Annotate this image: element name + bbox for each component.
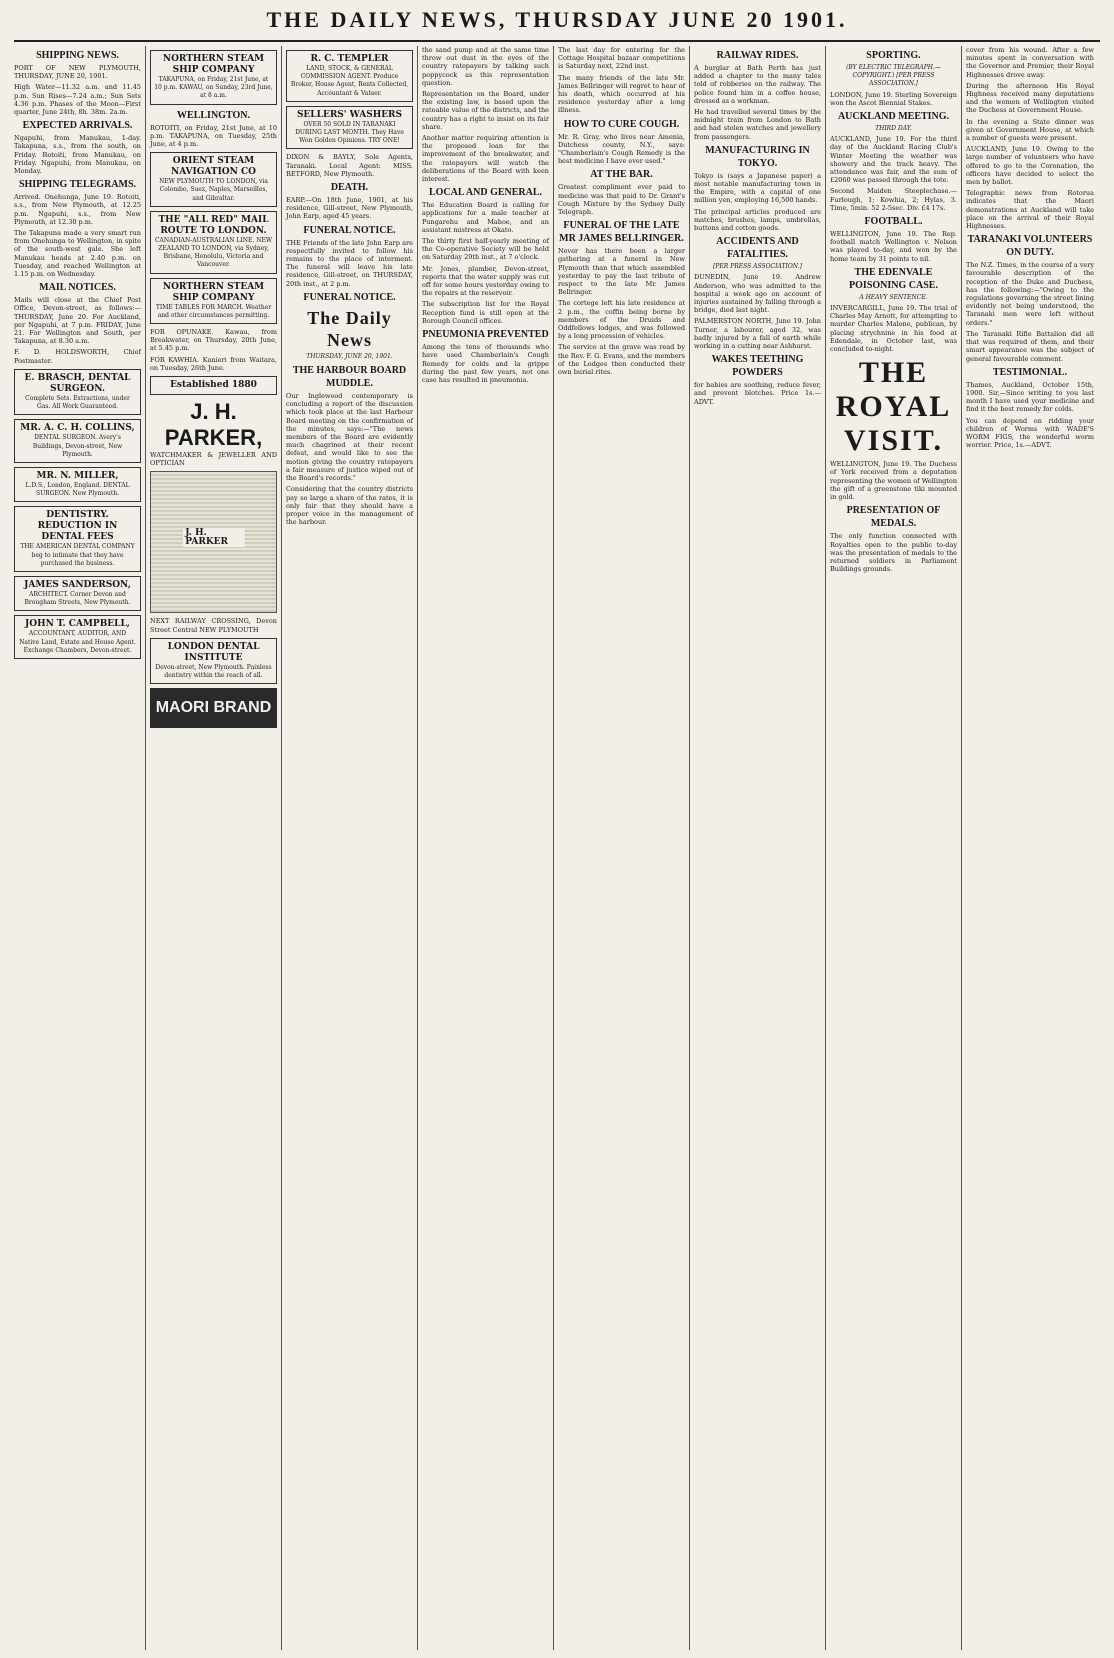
- section-heading: THE ROYAL VISIT.: [835, 356, 952, 458]
- article-paragraph: In the evening a State dinner was given at Government House, at which a number of guests were present.: [966, 117, 1094, 143]
- column-7: [826, 46, 962, 1650]
- section-heading: SHIPPING NEWS.: [36, 50, 119, 61]
- article-paragraph: PORT OF NEW PLYMOUTH, THURSDAY, JUNE 20, 1901.: [14, 64, 141, 81]
- column-5: [554, 46, 690, 1650]
- article-paragraph: Greatest compliment ever paid to medicine was that paid to Dr. Grant's Cough Mixture by the Sydney Daily Telegraph.: [558, 183, 685, 217]
- advertisement-title: JOHN T. CAMPBELL,: [25, 619, 130, 630]
- advertisement-body: THE AMERICAN DENTAL COMPANY beg to intimate that they have purchased the business.: [20, 543, 135, 567]
- section-heading: THE HARBOUR BOARD MUDDLE.: [292, 365, 407, 390]
- advertisement-title: MR. N. MILLER,: [36, 470, 119, 481]
- advertisement: [150, 278, 277, 324]
- advertisement-title: ORIENT STEAM NAVIGATION CO: [170, 156, 257, 178]
- article-paragraph: EARP.—On 18th June, 1901, at his residence, Gill-street, New Plymouth, John Earp, aged 45 years.: [286, 196, 413, 221]
- section-heading: FUNERAL NOTICE.: [303, 291, 396, 303]
- section-heading: FUNERAL NOTICE.: [303, 224, 396, 236]
- advertisement-title: SELLERS' WASHERS: [296, 109, 403, 120]
- article-paragraph: A burglar at Bath Perth has just added a chapter to the many tales told of robberies on the railway. The police found him in a coffee house, dressed as a workman.: [694, 64, 821, 105]
- advertisement: [14, 369, 141, 415]
- advertisement-body: Devon-street, New Plymouth. Painless dentistry within the reach of all.: [155, 663, 272, 680]
- advertisement: [150, 376, 277, 395]
- advertisement: [286, 50, 413, 102]
- advertisement: [14, 419, 141, 463]
- section-heading: TARANAKI VOLUNTEERS ON DUTY.: [967, 234, 1093, 259]
- advertisement-body: TAKAPUNA, on Friday, 21st June, at 10 p.m. KAWAU, on Sunday, 23rd June, at 8 a.m.: [154, 76, 273, 100]
- advertisement-body: ACCOUNTANT, AUDITOR, AND Native Land, Estate and House Agent. Exchange Chambers, Devon-street.: [19, 630, 136, 654]
- article-paragraph: FOR OPUNAKE. Kawau, from Breakwater, on Thursday, 20th June, at 5.45 p.m.: [150, 328, 277, 353]
- article-paragraph: WATCHMAKER & JEWELLER AND OPTICIAN: [150, 451, 277, 468]
- illustration-sign: J. H. PARKER: [182, 528, 245, 546]
- section-heading: WAKES TEETHING POWDERS: [711, 354, 804, 379]
- section-heading: ACCIDENTS AND FATALITIES.: [716, 236, 799, 261]
- article-paragraph: The service at the grave was read by the Rev. F. G. Evans, and the members of the Lodges then conducted their own burial rites.: [558, 343, 685, 377]
- subheading: A HEAVY SENTENCE.: [859, 293, 928, 301]
- article-paragraph: Another matter requiring attention is the proposed loan for the improvement of the breakwater, and the ratepayers will watch the deliberations of the Board with keen interest.: [422, 134, 549, 184]
- brand-logo: MAORI BRAND: [150, 688, 277, 728]
- article-paragraph: FOR KAWHIA. Kanieri from Waitara, on Tuesday, 26th June.: [150, 355, 277, 372]
- article-paragraph: Considering that the country districts pay so large a share of the rates, it is only fair that they should have a proper voice in the management of the harbour.: [286, 485, 413, 527]
- section-heading: SHIPPING TELEGRAMS.: [18, 179, 137, 191]
- article-paragraph: High Water—11.32 a.m. and 11.45 p.m. Sun Rises—7.24 a.m.; Sun Sets 4.36 p.m. Phases of the Moon—First quarter, June 24th, 8h. 38m. 2a.m.: [14, 83, 141, 117]
- article-paragraph: He had travelled several times by the midnight train from London to Bath and had stolen watches and jewellery from passengers.: [694, 108, 821, 141]
- article-paragraph: for babies are soothing, reduce fever, and prevent blotches. Price 1s.—ADVT.: [694, 381, 821, 406]
- advertisement-title: Established 1880: [170, 380, 257, 391]
- article-paragraph: Our Inglewood contemporary is concluding a report of the discussion which took place at the last Harbour Board meeting on the confirmation of the minutes, says:—"The news members of the Board are evidently much chagrined at their recent defeat, and would like to see the motion giving the country ratepayers a fair measure of justice wiped out of the Board's records.": [286, 392, 413, 483]
- advertisement-title: MR. A. C. H. COLLINS,: [20, 423, 135, 434]
- article-paragraph: The thirty first half-yearly meeting of the Co-operative Society will be held on Saturday 29th inst., at 7 o'clock.: [422, 237, 549, 262]
- advertisement-title: JAMES SANDERSON,: [24, 579, 131, 590]
- article-paragraph: The many friends of the late Mr. James Bellringer will regret to hear of his death, which occurred at his residence yesterday after a long illness.: [558, 73, 685, 115]
- article-paragraph: Mr. Jones, plumber, Devon-street, reports that the water supply was cut off for some hours yesterday owing to the repairs at the reservoir.: [422, 264, 549, 298]
- article-paragraph: Tokyo is (says a Japanese paper) a most notable manufacturing town in the Empire, with a capital of one million yen, employing 16,500 hands.: [694, 171, 821, 205]
- article-paragraph: Thames, Auckland, October 15th, 1900. Sir,—Since writing to you last month I have used your medicine and find it the best remedy for colds.: [966, 380, 1094, 414]
- advertisement-title: LONDON DENTAL INSTITUTE: [167, 641, 260, 663]
- advertisement-body: DENTAL SURGEON. Avery's Buildings, Devon-street, New Plymouth.: [32, 434, 123, 458]
- article-paragraph: The Education Board is calling for applications for a male teacher at Pungarehu and Mahoe, and an assistant mistress at Okato.: [422, 201, 549, 234]
- advertisement-body: NEW PLYMOUTH TO LONDON, via Colombo, Suez, Naples, Marseilles, and Gibraltar.: [159, 178, 268, 202]
- advertisement: [150, 638, 277, 684]
- article-paragraph: During the afternoon His Royal Highness received many deputations and the women of Wellington visited the Duchess at Government House.: [966, 81, 1094, 115]
- column-6: [690, 46, 826, 1650]
- section-heading: DEATH.: [330, 182, 369, 194]
- article-paragraph: LONDON, June 19. Sterling Sovereign won the Ascot Biennial Stakes.: [830, 90, 957, 107]
- column-8: [962, 46, 1098, 1650]
- section-heading: PNEUMONIA PREVENTED: [422, 329, 549, 341]
- article-paragraph: WELLINGTON, June 19. The Rep. football match Wellington v. Nelson was played to-day, and won by the home team by 31 points to nil.: [830, 230, 957, 263]
- section-heading: PRESENTATION OF MEDALS.: [846, 505, 941, 530]
- column-2: [146, 46, 282, 1650]
- advertisement: [150, 50, 277, 105]
- article-paragraph: The Takapuna made a very smart run from Onehunga to Wellington, in spite of the south-west gale. She left Manukau heads at 2.40 p.m. on Tuesday, and reached Wellington at 1.15 p.m. on Wednesday.: [14, 229, 141, 279]
- article-paragraph: Representation on the Board, under the existing law, is based upon the rateable value of the districts, and the country has a right to insist on its fair share.: [422, 90, 549, 131]
- subheading: [PER PRESS ASSOCIATION.]: [713, 263, 802, 271]
- article-paragraph: Mr. R. Gray, who lives near Amenia, Dutchess county, N.Y., says: "Chamberlain's Cough Remedy is the best medicine I have ever used.": [558, 132, 685, 166]
- advertisement-title: R. C. TEMPLER: [310, 54, 389, 64]
- advertisement: [14, 467, 141, 502]
- advertisement-body: TIME TABLES FOR MARCH. Weather and other circumstances permitting.: [155, 303, 272, 319]
- subheading: (BY ELECTRIC TELEGRAPH.—COPYRIGHT.) [PER PRESS ASSOCIATION.]: [846, 64, 941, 88]
- article-paragraph: The principal articles produced are matches, brushes, lamps, umbrellas, buttons and cotton goods.: [694, 207, 821, 233]
- article-paragraph: The Taranaki Rifle Battalion did all that was required of them, and their smart appearance was the subject of general favourable comment.: [966, 329, 1094, 363]
- subheading: THIRD DAY.: [875, 125, 912, 133]
- section-heading: MANUFACTURING IN TOKYO.: [705, 144, 810, 169]
- article-paragraph: THE Friends of the late John Earp are respectfully invited to follow his remains to the place of interment. The funeral will leave his late residence, Gill-street, on THURSDAY, 20th inst., at 2 p.m.: [286, 238, 413, 288]
- advertisement-body: L.D.S., London, England. DENTAL SURGEON. New Plymouth.: [25, 481, 130, 498]
- advertisement-headline: J. H. PARKER,: [164, 399, 263, 451]
- advertisement: [14, 615, 141, 659]
- article-paragraph: Among the tens of thousands who have used Chamberlain's Cough Remedy for colds and la grippe during the past few years, not one case has resulted in pneumonia.: [422, 343, 549, 384]
- article-paragraph: The only function connected with Royalties open to the public to-day was the presentation of medals to the returned soldiers in Parliament Buildings grounds.: [830, 532, 957, 574]
- section-heading: AT THE BAR.: [590, 169, 653, 181]
- article-paragraph: Never has there been a larger gathering at a funeral in New Plymouth than that which assembled yesterday to pay the last tribute of respect to the late Mr. James Bellringer.: [558, 247, 685, 297]
- article-paragraph: The cortege left his late residence at 2 p.m., the coffin being borne by members of the Druids and Oddfellows lodges, and was followed by a long procession of vehicles.: [558, 299, 685, 341]
- section-heading: SPORTING.: [866, 50, 921, 61]
- column-4: [418, 46, 554, 1650]
- shopfront-illustration: [150, 471, 277, 613]
- advertisement: [14, 506, 141, 572]
- article-paragraph: The last day for entering for the Cottage Hospital bazaar competitions is Saturday next, 22nd inst.: [558, 46, 685, 71]
- advertisement-body: CANADIAN-AUSTRALIAN LINE. NEW ZEALAND TO LONDON, via Sydney, Brisbane, Honolulu, Victoria and Vancouver.: [154, 236, 273, 269]
- masthead-rule: [14, 40, 1100, 42]
- advertisement: [286, 106, 413, 150]
- article-paragraph: Arrived. Onehunga, June 19. Rotoiti, s.s., from New Plymouth, at 12.25 p.m. Ngapuhi, s.s., from New Plymouth, at 12.30 p.m.: [14, 193, 141, 226]
- section-heading: LOCAL AND GENERAL.: [428, 187, 543, 199]
- advertisement-body: ARCHITECT. Corner Devon and Brougham Streets, New Plymouth.: [24, 590, 131, 607]
- column-1: [10, 46, 146, 1650]
- advertisement-title: NORTHERN STEAM SHIP COMPANY: [162, 54, 265, 75]
- section-heading: THE EDENVALE POISONING CASE.: [849, 266, 938, 291]
- article-paragraph: DUNEDIN, June 19. Andrew Anderson, who was admitted to the hospital a week ago on account of injuries sustained by falling through a bridge, died last night.: [694, 273, 821, 315]
- column-3: [282, 46, 418, 1650]
- article-paragraph: PALMERSTON NORTH, June 19. John Turner, a labourer, aged 32, was badly injured by a fall of earth while working in a cutting near Ashhurst.: [694, 317, 821, 351]
- article-paragraph: You can depend on ridding your children of Worms with WADE'S WORM FIGS, the wonderful worm worrier. Price, 1s.—ADVT.: [966, 416, 1094, 450]
- advertisement-title: E. BRASCH, DENTAL SURGEON.: [24, 372, 131, 394]
- section-heading: FOOTBALL.: [864, 216, 923, 228]
- article-paragraph: AUCKLAND, June 19. For the third day of the Auckland Racing Club's Winter Meeting the weather was showery and the track heavy. The attendance was fair, and the sum of £2060 was passed through the tote.: [830, 135, 957, 185]
- section-heading: TESTIMONIAL.: [992, 366, 1068, 378]
- article-paragraph: Mails will close at the Chief Post Office, Devon-street, as follows:— THURSDAY, June 20. For Auckland, per Ngapuhi, at 7 p.m. FRIDAY, June 21. For Wellington and South, per Takapuna, at 8.30 a.m.: [14, 296, 141, 346]
- section-heading: WELLINGTON.: [177, 109, 250, 121]
- section-heading: RAILWAY RIDES.: [716, 50, 799, 61]
- section-heading: MAIL NOTICES.: [39, 282, 116, 294]
- advertisement: [150, 211, 277, 274]
- article-paragraph: WELLINGTON, June 19. The Duchess of York received from a deputation representing the women of Wellington the gift of a greenstone tiki mounted in gold.: [830, 460, 957, 502]
- advertisement-body: Complete Sets. Extractions, under Gas. All Work Guaranteed.: [25, 394, 130, 411]
- article-paragraph: The subscription list for the Royal Reception fund is still open at the Borough Council offices.: [422, 300, 549, 325]
- section-heading: The Daily News: [307, 307, 392, 350]
- article-paragraph: ROTOITI, on Friday, 21st June, at 10 p.m. TAKAPUNA, on Tuesday, 25th June, at 4 p.m.: [150, 123, 277, 149]
- advertisement-title: DENTISTRY. REDUCTION IN DENTAL FEES: [37, 510, 118, 543]
- advertisement: [150, 152, 277, 207]
- page-columns: [10, 46, 1104, 1650]
- article-paragraph: Second Maiden Steeplechase.—Furlough, 1; Kowhia, 2; Hylas, 3. Time, 5min. 52 2-5sec. Div. £4 17s.: [830, 187, 957, 212]
- article-paragraph: The N.Z. Times, in the course of a very favourable description of the reception of the Duke and Duchess, has the following:—"Owing to the regulations governing the street lining evidently not being understood, the Taranaki men were left without orders.": [966, 261, 1094, 327]
- section-heading: FUNERAL OF THE LATE MR JAMES BELLRINGER.: [559, 220, 684, 245]
- article-paragraph: cover from his wound. After a few minutes spent in conversation with the Governor and Premier, their Royal Highnesses drove away.: [966, 46, 1094, 79]
- newspaper-masthead: THE DAILY NEWS, THURSDAY JUNE 20 1901.: [266, 7, 848, 32]
- advertisement-title: THE "ALL RED" MAIL ROUTE TO LONDON.: [158, 214, 269, 236]
- article-paragraph: INVERCARGILL, June 19. The trial of Charles May Arnott, for attempting to murder Charles Malone, publican, by placing strychnine in his food at Edendale, in October last, was concluded to-night.: [830, 304, 957, 354]
- section-heading: HOW TO CURE COUGH.: [563, 118, 680, 130]
- article-paragraph: Telegraphic news from Rotorua indicates that the Maori demonstrations at Auckland will take place on the arrival of their Royal Highnesses.: [966, 189, 1094, 231]
- article-paragraph: Ngapuhi, from Manukau, 1-day. Takapuna, s.s., from the south, on Friday. Rotoiti, from Manukau, on Friday. Ngapuhi, from Manukau, on Monday.: [14, 134, 141, 176]
- advertisement-title: NORTHERN STEAM SHIP COMPANY: [162, 281, 265, 303]
- article-paragraph: the sand pump and at the same time throw out dust in the eyes of the country ratepayers by talking such poppycock as this representation question.: [422, 46, 549, 87]
- advertisement-body: OVER 50 SOLD IN TARANAKI DURING LAST MONTH. They Have Won Golden Opinions. TRY ONE!: [295, 120, 404, 145]
- advertisement: [14, 576, 141, 611]
- article-paragraph: DIXON & BAYLY, Sole Agents, Taranaki. Local Agent: MISS. RETFORD, New Plymouth.: [286, 153, 413, 178]
- subheading: THURSDAY, JUNE 20, 1901.: [306, 352, 393, 360]
- article-paragraph: NEXT RAILWAY CROSSING, Devon Street Central NEW PLYMOUTH: [150, 617, 277, 634]
- article-paragraph: F. D. HOLDSWORTH, Chief Postmaster.: [14, 348, 141, 365]
- section-heading: AUCKLAND MEETING.: [837, 111, 950, 123]
- article-paragraph: AUCKLAND, June 19. Owing to the large number of volunteers who have offered to go to the Coronation, the officers have decided to select the men by ballot.: [966, 145, 1094, 187]
- advertisement-body: LAND, STOCK, & GENERAL COMMISSION AGENT. Produce Broker, House Agent, Rents Collected, Accountant & Valuer.: [290, 65, 409, 97]
- section-heading: EXPECTED ARRIVALS.: [22, 120, 133, 132]
